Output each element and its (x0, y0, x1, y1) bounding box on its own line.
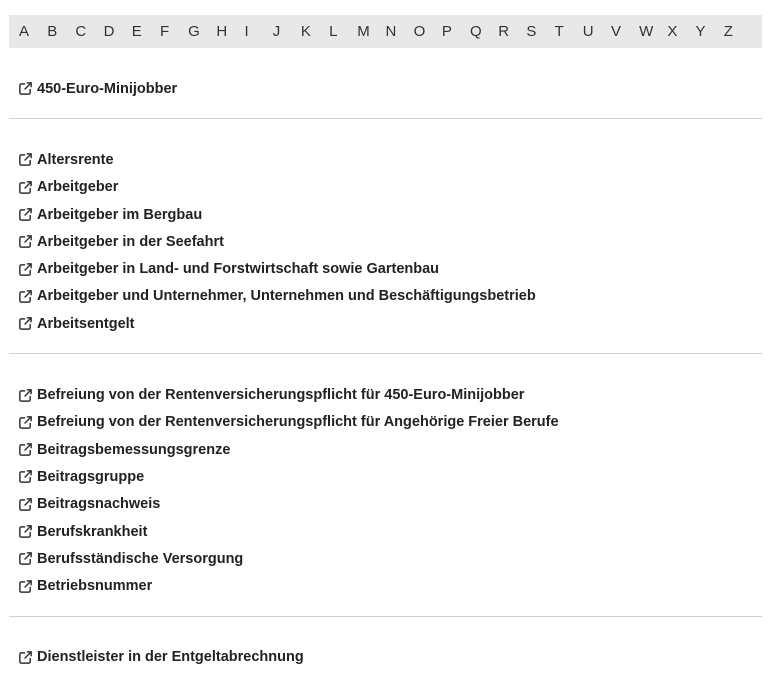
glossary-link[interactable] (9, 463, 762, 490)
glossary-link[interactable] (9, 75, 762, 102)
alphabet-link-v[interactable]: V (610, 23, 621, 40)
alphabet-link-g[interactable]: G (188, 23, 200, 40)
glossary-link-label: Arbeitgeber (37, 179, 119, 196)
alphabet-link-h[interactable]: H (216, 23, 228, 40)
glossary-link-label: Befreiung von der Rentenversicherungspflicht für 450-Euro-Minijobber (37, 387, 525, 404)
external-link-icon (18, 442, 33, 457)
alphabet-link-a[interactable]: A (19, 23, 30, 40)
alphabet-link-o[interactable]: O (413, 23, 426, 40)
glossary-link-label: Arbeitsentgelt (37, 315, 135, 332)
alphabet-link-i[interactable]: I (244, 23, 249, 40)
glossary-section (9, 617, 762, 687)
glossary-link-label: Beitragsgruppe (37, 468, 145, 485)
alphabet-link-z[interactable]: Z (723, 23, 733, 40)
glossary-link-label: Arbeitgeber in der Seefahrt (37, 233, 224, 250)
alphabet-link-y[interactable]: Y (695, 23, 706, 40)
alphabet-link-d[interactable]: D (103, 23, 115, 40)
glossary-link[interactable] (9, 283, 762, 310)
external-link-icon (18, 524, 33, 539)
alphabet-link-l[interactable]: L (329, 23, 338, 40)
external-link-icon (18, 469, 33, 484)
glossary-link[interactable] (9, 310, 762, 337)
glossary-link[interactable] (9, 545, 762, 572)
glossary-link[interactable] (9, 174, 762, 201)
alphabet-link-k[interactable]: K (300, 23, 311, 40)
glossary-link-label: Arbeitgeber und Unternehmer, Unternehmen und Beschäftigungsbetrieb (37, 288, 536, 305)
glossary-link[interactable] (9, 491, 762, 518)
alphabet-link-e[interactable]: E (131, 23, 142, 40)
external-link-icon (18, 289, 33, 304)
glossary-section (9, 119, 762, 354)
alphabet-link-t[interactable]: T (554, 23, 564, 40)
glossary-link[interactable] (9, 255, 762, 282)
glossary-link-label: Beitragsnachweis (37, 496, 161, 513)
glossary-link-label: Altersrente (37, 151, 114, 168)
external-link-icon (18, 497, 33, 512)
alphabet-link-w[interactable]: W (639, 23, 654, 40)
external-link-icon (18, 180, 33, 195)
alphabet-link-n[interactable]: N (385, 23, 397, 40)
glossary-link[interactable] (9, 146, 762, 173)
glossary-link[interactable] (9, 228, 762, 255)
external-link-icon (18, 81, 33, 96)
glossary-link-label: Dienstleister in der Entgeltabrechnung (37, 649, 304, 666)
glossary-link[interactable] (9, 644, 762, 671)
alphabet-link-s[interactable]: S (526, 23, 537, 40)
external-link-icon (18, 152, 33, 167)
glossary-link[interactable] (9, 381, 762, 408)
alphabet-link-p[interactable]: P (441, 23, 452, 40)
glossary-link-label: Arbeitgeber im Bergbau (37, 206, 203, 223)
external-link-icon (18, 551, 33, 566)
glossary-link-label: Befreiung von der Rentenversicherungspflicht für Angehörige Freier Berufe (37, 414, 559, 431)
glossary-link-label: Beitragsbemessungsgrenze (37, 441, 231, 458)
external-link-icon (18, 207, 33, 222)
glossary-link[interactable] (9, 436, 762, 463)
alphabet-link-x[interactable]: X (667, 23, 678, 40)
glossary-link[interactable] (9, 409, 762, 436)
alphabet-link-u[interactable]: U (582, 23, 594, 40)
glossary-link-label: Berufsständische Versorgung (37, 550, 244, 567)
external-link-icon (18, 316, 33, 331)
alphabet-link-j[interactable]: J (272, 23, 281, 40)
glossary-link[interactable] (9, 572, 762, 599)
glossary-section (9, 354, 762, 616)
alphabet-link-q[interactable]: Q (470, 23, 482, 40)
glossary-link[interactable] (9, 518, 762, 545)
external-link-icon (18, 388, 33, 403)
glossary-link-label: Betriebsnummer (37, 578, 153, 595)
glossary-link-label: Berufskrankheit (37, 523, 148, 540)
alphabet-link-b[interactable]: B (47, 23, 58, 40)
alphabet-link-m[interactable]: M (357, 23, 370, 40)
glossary-section (9, 48, 762, 119)
glossary-sections (9, 48, 762, 687)
alphabet-navigation (9, 15, 762, 48)
alphabet-link-f[interactable]: F (159, 23, 170, 40)
alphabet-link-r[interactable]: R (498, 23, 510, 40)
external-link-icon (18, 234, 33, 249)
alphabet-link-c[interactable]: C (75, 23, 87, 40)
external-link-icon (18, 579, 33, 594)
external-link-icon (18, 262, 33, 277)
glossary-link-label: 450-Euro-Minijobber (37, 80, 178, 97)
glossary-link-label: Arbeitgeber in Land- und Forstwirtschaft sowie Gartenbau (37, 261, 440, 278)
external-link-icon (18, 415, 33, 430)
external-link-icon (18, 650, 33, 665)
glossary-link[interactable] (9, 201, 762, 228)
